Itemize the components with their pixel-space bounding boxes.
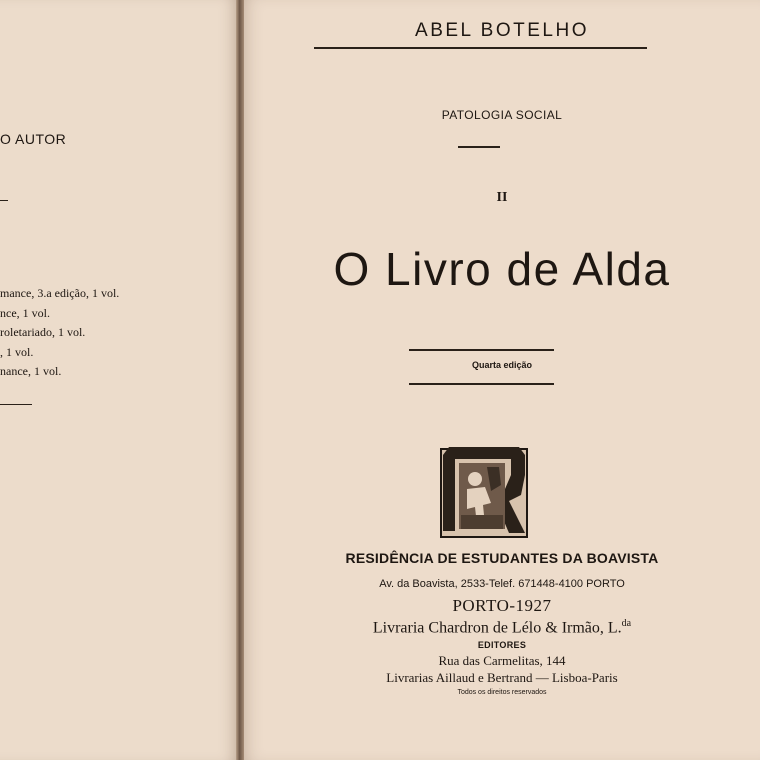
bookshops-line: Livrarias Aillaud e Bertrand — Lisboa-Paris xyxy=(386,670,618,685)
title-page xyxy=(244,0,760,760)
publisher-street: Rua das Carmelitas, 144 xyxy=(438,653,566,668)
residence-stamp-line: RESIDÊNCIA DE ESTUDANTES DA BOAVISTA xyxy=(345,550,659,566)
left-short-rule xyxy=(0,200,8,201)
edition-rule-bottom xyxy=(409,383,554,385)
left-bottom-rule xyxy=(0,404,32,405)
list-item: nce, 1 vol. xyxy=(0,305,50,320)
book-title: O Livro de Alda xyxy=(333,243,671,295)
works-list xyxy=(0,284,119,382)
residence-address: Av. da Boavista, 2533-Telef. 671448-4100 PORTO xyxy=(379,578,625,590)
book-gutter xyxy=(236,0,244,760)
series-title: PATOLOGIA SOCIAL xyxy=(441,108,563,122)
rights-notice: Todos os direitos reservados xyxy=(457,689,547,696)
list-item: nance, 1 vol. xyxy=(0,364,62,378)
publisher-text: Livraria Chardron de Lélo & Irmão, L. xyxy=(372,619,622,637)
editores-label: EDITORES xyxy=(477,640,527,650)
publisher-name xyxy=(244,618,760,637)
edition-rule-top xyxy=(409,349,554,351)
author-rule xyxy=(314,47,647,49)
left-page-heading: O AUTOR xyxy=(0,131,67,147)
list-item: , 1 vol. xyxy=(0,344,34,359)
edition-label: Quarta edição xyxy=(471,360,533,370)
publisher-suffix: da xyxy=(621,618,632,629)
series-rule xyxy=(458,146,500,148)
volume-number: II xyxy=(496,190,508,205)
list-item: roletariado, 1 vol. xyxy=(0,325,86,339)
illustrated-letter-r-emblem-icon xyxy=(439,445,531,540)
list-item: mance, 3.a edição, 1 vol. xyxy=(0,286,120,300)
city-year: PORTO-1927 xyxy=(452,596,552,615)
author-name: ABEL BOTELHO xyxy=(415,20,589,41)
left-page xyxy=(0,0,236,760)
